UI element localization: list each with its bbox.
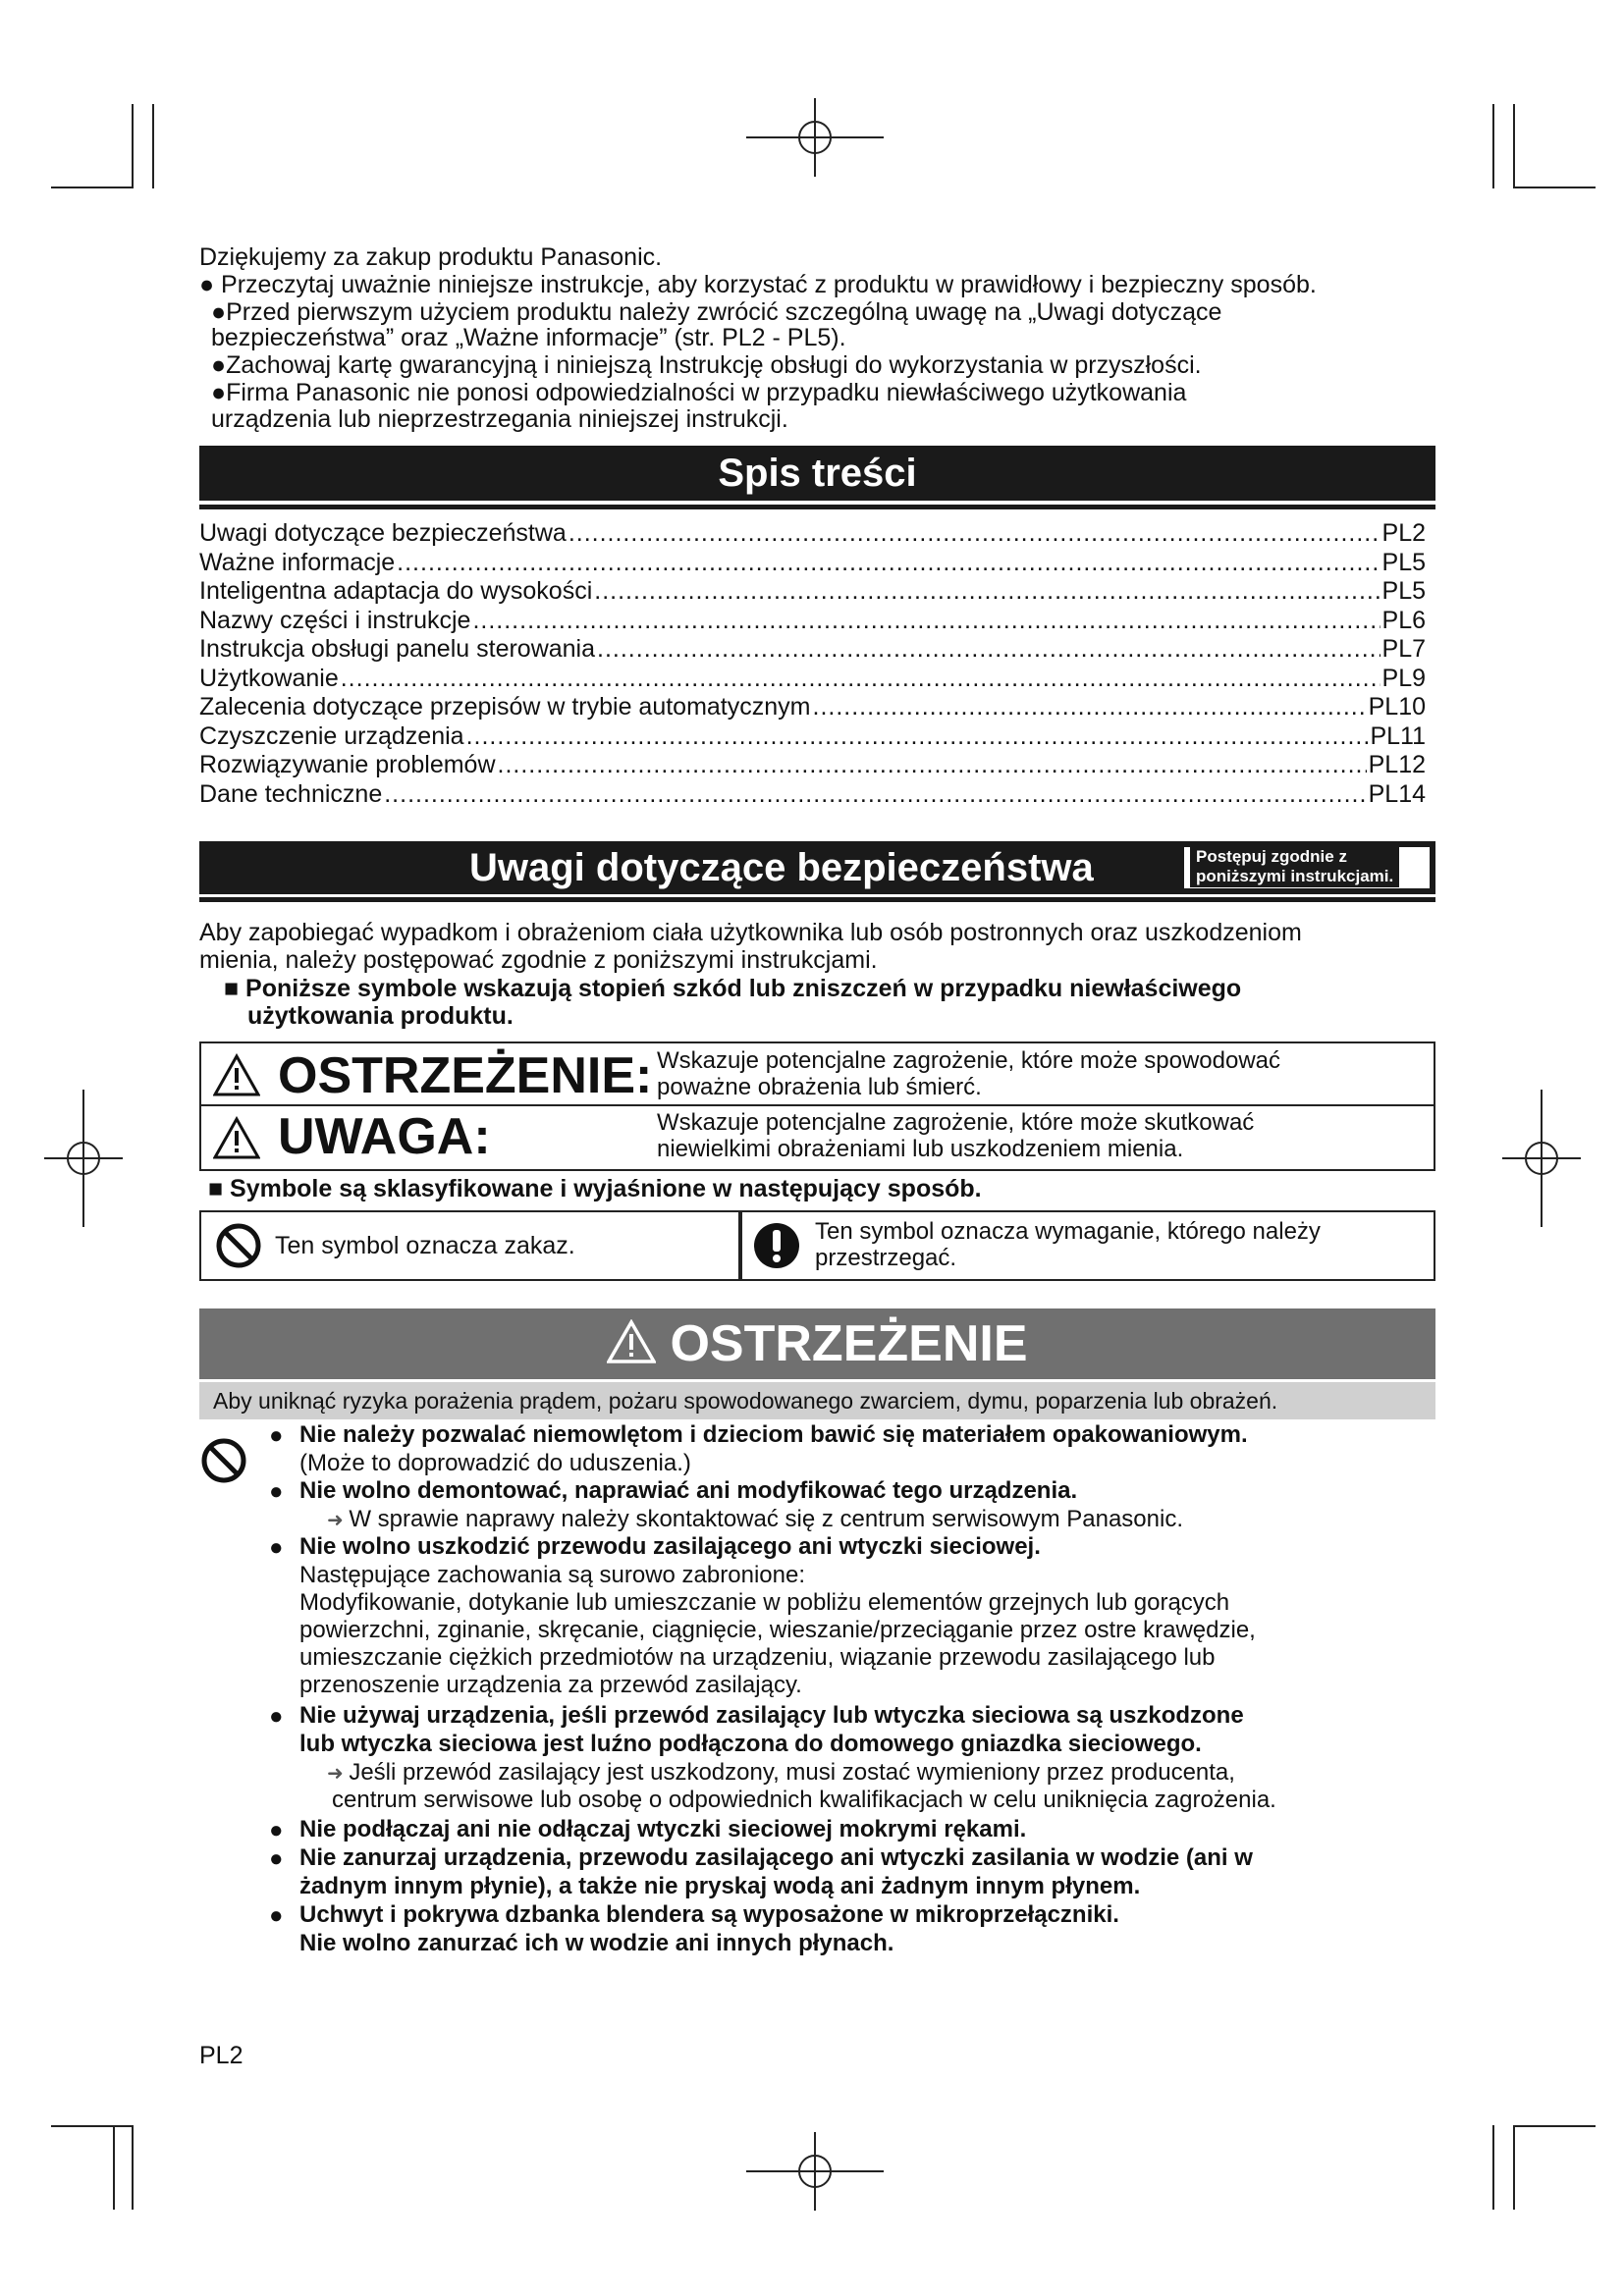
warning-item-4-note1-text: Jeśli przewód zasilający jest uszkodzony, musi zostać wymieniony przez producenta,: [349, 1759, 1235, 1786]
toc-item-label: Rozwiązywanie problemów: [199, 751, 496, 778]
toc-item: [199, 576, 1426, 606]
warning-item-7-line1: Uchwyt i pokrywa dzbanka blendera są wyposażone w mikroprzełączniki.: [299, 1901, 1119, 1928]
intro-bullet-2-line2: bezpieczeństwa” oraz „Ważne informacje” (str. PL2 - PL5).: [211, 324, 846, 351]
toc-item: [199, 692, 1426, 721]
prohibit-symbol-box: [199, 1210, 742, 1281]
warning-item-3-line3: powierzchni, zginanie, skręcanie, ciągnięcie, wieszanie/przeciąganie przez ostre krawędzie,: [299, 1617, 1256, 1643]
toc-item-leader: [813, 692, 1367, 721]
warning-prohibit-icon: [200, 1437, 247, 1484]
prohibit-text: Ten symbol oznacza zakaz.: [275, 1232, 575, 1259]
toc-item-leader: [594, 576, 1380, 606]
mandatory-icon: [752, 1221, 801, 1270]
caution-desc-line2: niewielkimi obrażeniami lub uszkodzeniem mienia.: [657, 1136, 1184, 1162]
toc-item-leader: [498, 750, 1367, 779]
mandatory-text: [815, 1218, 1321, 1271]
mandatory-symbol-box: [738, 1210, 1435, 1281]
toc-item-page: PL9: [1381, 664, 1426, 692]
safety-note: [1190, 846, 1399, 887]
bullet-dot: ●: [269, 1703, 284, 1730]
toc-item-page: PL11: [1370, 721, 1426, 750]
warning-item-7-line2: Nie wolno zanurzać ich w wodzie ani innych płynach.: [299, 1930, 894, 1956]
intro-bullet-4: ●Firma Panasonic nie ponosi odpowiedzialności w przypadku niewłaściwego użytkowania: [211, 379, 1187, 406]
warning-label: OSTRZEŻENIE:: [278, 1047, 653, 1104]
intro-bullet-3-text: Zachowaj kartę gwarancyjną i niniejszą Instrukcję obsługi do wykorzystania w przyszłości.: [226, 351, 1202, 379]
registration-mark-top: [746, 98, 884, 177]
bullet-dot: ●: [269, 1534, 284, 1561]
arrow-right-icon: ➜: [327, 1763, 350, 1785]
toc-item-label: Ważne informacje: [199, 548, 396, 576]
warning-banner-title-wrap: [199, 1308, 1435, 1379]
warning-item-1: Nie należy pozwalać niemowlętom i dzieciom bawić się materiałem opakowaniowym.: [299, 1421, 1248, 1448]
toc-item-label: Zalecenia dotyczące przepisów w trybie automatycznym: [199, 693, 811, 721]
warning-item-4-note1: [327, 1759, 1235, 1788]
toc-item: [199, 664, 1426, 693]
toc-item: [199, 518, 1426, 548]
toc-item-label: Inteligentna adaptacja do wysokości: [199, 577, 593, 605]
symbols-heading-line2: użytkowania produktu.: [247, 1002, 514, 1030]
warning-item-2: Nie wolno demontować, naprawiać ani modyfikować tego urządzenia.: [299, 1477, 1078, 1504]
toc-item-leader: [568, 518, 1380, 548]
toc-item-page: PL14: [1368, 779, 1426, 808]
toc-item: [199, 548, 1426, 577]
intro-thanks: Dziękujemy za zakup produktu Panasonic.: [199, 243, 663, 271]
toc-item-leader: [466, 721, 1369, 751]
intro-bullet-2-line1: Przed pierwszym użyciem produktu należy zwrócić szczególną uwagę na „Uwagi dotyczące: [226, 298, 1222, 326]
warning-item-5: Nie podłączaj ani nie odłączaj wtyczki sieciowej mokrymi rękami.: [299, 1816, 1027, 1842]
safety-note-line1: Postępuj zgodnie z: [1196, 847, 1347, 866]
safety-title: Uwagi dotyczące bezpieczeństwa: [469, 846, 1094, 889]
toc-item-label: Użytkowanie: [199, 664, 339, 692]
intro-bullet-1: ● Przeczytaj uważnie niniejsze instrukcje, aby korzystać z produktu w prawidłowy i bezpieczny sposób.: [199, 271, 1317, 298]
toc-item-page: PL6: [1381, 606, 1426, 634]
caution-triangle-icon: [213, 1116, 260, 1159]
toc-item-label: Uwagi dotyczące bezpieczeństwa: [199, 519, 567, 547]
symbols-heading-line1: ■ Poniższe symbole wskazują stopień szkód lub zniszczeń w przypadku niewłaściwego: [224, 975, 1242, 1002]
registration-mark-right: [1502, 1090, 1581, 1227]
warning-item-3-line5: przenoszenie urządzenia za przewód zasilający.: [299, 1672, 802, 1698]
warning-item-2-note-text: W sprawie naprawy należy skontaktować się z centrum serwisowym Panasonic.: [349, 1506, 1183, 1532]
toc-item-page: PL7: [1381, 635, 1426, 663]
toc-rule: [199, 505, 1435, 509]
toc-item-leader: [384, 779, 1366, 809]
toc-item-page: PL2: [1381, 519, 1426, 547]
safety-intro-line2: mienia, należy postępować zgodnie z poniższymi instrukcjami.: [199, 946, 878, 974]
toc-item-label: Nazwy części i instrukcje: [199, 606, 471, 634]
toc-item-leader: [597, 634, 1380, 664]
toc-item-page: PL10: [1368, 693, 1426, 721]
warning-banner: [199, 1308, 1435, 1379]
mandatory-line1: Ten symbol oznacza wymaganie, którego należy: [815, 1218, 1321, 1245]
bullet-dot: ●: [269, 1845, 284, 1872]
page-number: PL2: [199, 2042, 244, 2069]
warning-banner-triangle-icon: [607, 1319, 656, 1364]
caution-desc: [657, 1109, 1254, 1162]
warning-desc: [657, 1047, 1280, 1100]
warning-item-2-note: [327, 1506, 1183, 1534]
safety-intro-line1: Aby zapobiegać wypadkom i obrażeniom ciała użytkownika lub osób postronnych oraz uszkodzeniom: [199, 919, 1302, 946]
safety-note-line2: poniższymi instrukcjami.: [1196, 867, 1394, 885]
warning-banner-title: OSTRZEŻENIE: [670, 1315, 1028, 1372]
bullet-dot: ●: [269, 1817, 284, 1843]
warning-item-3-line4: umieszczanie ciężkich przedmiotów na urządzeniu, wiązanie przewodu zasilającego lub: [299, 1644, 1216, 1671]
toc-item-label: Dane techniczne: [199, 779, 383, 808]
safety-rule: [199, 897, 1435, 902]
intro-bullet-2: ●Przed pierwszym użyciem produktu należy zwrócić szczególną uwagę na „Uwagi dotyczące: [211, 298, 1222, 326]
warning-item-4-line1: Nie używaj urządzenia, jeśli przewód zasilający lub wtyczka sieciowa są uszkodzone: [299, 1702, 1244, 1729]
intro-bullet-4-line1: Firma Panasonic nie ponosi odpowiedzialności w przypadku niewłaściwego użytkowania: [226, 379, 1187, 406]
toc-item-page: PL12: [1368, 751, 1426, 778]
hazard-table: [199, 1041, 1435, 1171]
toc-item-leader: [341, 664, 1380, 693]
bullet-dot: ●: [269, 1902, 284, 1929]
toc-item-page: PL5: [1381, 577, 1426, 605]
warning-item-3: Nie wolno uszkodzić przewodu zasilającego ani wtyczki sieciowej.: [299, 1533, 1041, 1560]
safety-header: [199, 841, 1435, 894]
toc-item: [199, 606, 1426, 635]
toc-item-page: PL5: [1381, 548, 1426, 576]
warning-item-3-line1: Następujące zachowania są surowo zabronione:: [299, 1562, 805, 1588]
warning-item-4-line2: lub wtyczka sieciowa jest luźno podłączona do domowego gniazdka sieciowego.: [299, 1731, 1202, 1757]
toc-item-label: Czyszczenie urządzenia: [199, 721, 464, 750]
toc-item: [199, 634, 1426, 664]
intro-bullet-4-line2: urządzenia lub nieprzestrzegania niniejszej instrukcji.: [211, 405, 788, 433]
registration-mark-bottom: [746, 2132, 884, 2211]
registration-mark-left: [44, 1090, 123, 1227]
warning-desc-line1: Wskazuje potencjalne zagrożenie, które może spowodować: [657, 1047, 1281, 1074]
toc-item-leader: [472, 606, 1380, 635]
mandatory-line2: przestrzegać.: [815, 1245, 957, 1271]
toc-title: Spis treści: [718, 452, 917, 495]
toc-header: [199, 446, 1435, 501]
warning-item-6-line1: Nie zanurzaj urządzenia, przewodu zasilającego ani wtyczki zasilania w wodzie (ani w: [299, 1844, 1253, 1871]
caution-desc-line1: Wskazuje potencjalne zagrożenie, które może skutkować: [657, 1109, 1255, 1136]
warning-subtitle-strip: [199, 1382, 1435, 1419]
warning-subtitle: Aby uniknąć ryzyka porażenia prądem, pożaru spowodowanego zwarciem, dymu, poparzenia lub obrażeń.: [213, 1388, 1278, 1414]
warning-triangle-icon: [213, 1053, 260, 1096]
toc-item: [199, 750, 1426, 779]
warning-item-4-note2: centrum serwisowe lub osobę o odpowiednich kwalifikacjach w celu uniknięcia zagrożenia.: [332, 1787, 1276, 1813]
classified-heading: ■ Symbole są sklasyfikowane i wyjaśnione w następujący sposób.: [208, 1175, 982, 1202]
toc-item-leader: [397, 548, 1380, 577]
caution-label: UWAGA:: [278, 1108, 491, 1165]
warning-desc-line2: poważne obrażenia lub śmierć.: [657, 1074, 982, 1100]
intro-bullet-1-text: Przeczytaj uważnie niniejsze instrukcje, aby korzystać z produktu w prawidłowy i bezpieczny sposób.: [221, 271, 1317, 298]
bullet-dot: ●: [269, 1478, 284, 1505]
toc-item: [199, 779, 1426, 809]
warning-item-1-note: (Może to doprowadzić do uduszenia.): [299, 1450, 691, 1476]
warning-item-6-line2: żadnym innym płynie), a także nie pryskaj wodą ani żadnym innym płynem.: [299, 1873, 1141, 1899]
toc-item-label: Instrukcja obsługi panelu sterowania: [199, 635, 596, 663]
arrow-right-icon: ➜: [327, 1510, 350, 1531]
warning-item-3-line2: Modyfikowanie, dotykanie lub umieszczanie w pobliżu elementów grzejnych lub gorących: [299, 1589, 1230, 1616]
toc-item: [199, 721, 1426, 751]
bullet-dot: ●: [269, 1422, 284, 1449]
intro-bullet-3: ●Zachowaj kartę gwarancyjną i niniejszą Instrukcję obsługi do wykorzystania w przyszłości.: [211, 351, 1202, 379]
prohibit-icon: [215, 1222, 262, 1269]
